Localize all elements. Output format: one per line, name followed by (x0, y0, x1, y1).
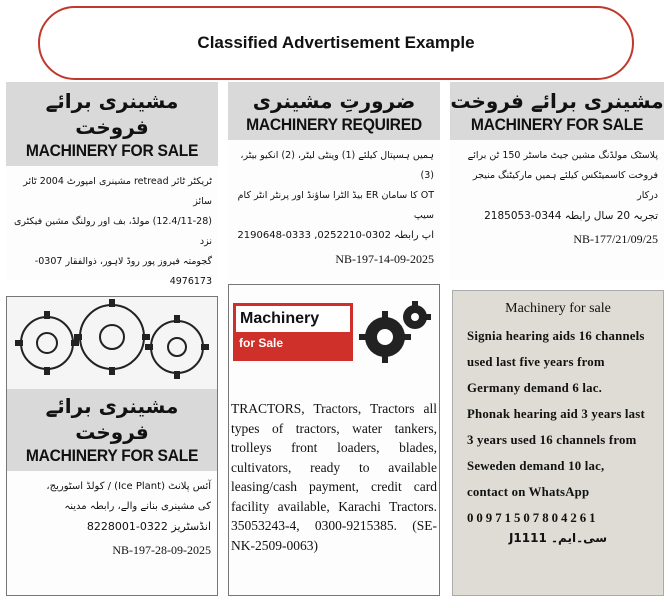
ad-header (6, 82, 218, 166)
machinery-label (233, 303, 353, 361)
machinery-label-line2: for Sale (239, 336, 284, 350)
ad-title-urdu: مشینری برائے فروخت (45, 394, 179, 444)
ad-body: TRACTORS, Tractors, Tractors all types of tractors, water tankers, trolleys front loaders, blades, cultivators, ready to available leasing/cash payment, credit card facility available, Karachi Tractors. 35053243-4, 0300-9215385. (SE-NK-2509-0063) (231, 401, 437, 553)
ad-line: contact on WhatsApp (467, 485, 590, 499)
ad-header (7, 389, 217, 471)
ad-title-urdu: مشینری برائے فروخت (45, 89, 179, 139)
ad-machinery-required (228, 82, 440, 280)
gear-icon (355, 295, 435, 375)
ad-line: اپ رابطہ 0302-0252210, 0333-2190648 (237, 230, 434, 241)
ad-line: Seweden demand 10 lac, (467, 459, 605, 473)
ad-title-urdu: ضرورتِ مشینری (252, 89, 416, 113)
ad-title-english: MACHINERY REQUIRED (246, 115, 422, 134)
machinery-label-line1: Machinery (236, 306, 350, 332)
ad-line: ہمیں ہسپتال کیلئے (1) وینٹی لیٹر، (2) انکیو بیٹر، (3) (240, 150, 434, 181)
gears-illustration (7, 297, 217, 389)
ad-line: used last five years from (467, 355, 605, 369)
ad-line: تجربہ 20 سال رابطہ 0344-2185053 (484, 210, 658, 222)
ad-footer: سی۔ایم۔ J1111 (508, 531, 608, 545)
ad-machinery-for-sale-gears (6, 296, 218, 596)
ad-line: 3 years used 16 channels from (467, 433, 637, 447)
ad-line: Signia hearing aids 16 channels (467, 329, 645, 343)
ad-line: 00971507804261 (467, 511, 599, 525)
ad-header (450, 82, 664, 140)
ad-body (453, 317, 663, 531)
ad-line: Phonak hearing aid 3 years last (467, 407, 645, 421)
ad-header (228, 82, 440, 140)
ad-title-english: MACHINERY FOR SALE (25, 141, 199, 160)
page-title-banner (38, 6, 634, 80)
ad-line: ٹریکٹر ٹائر retread مشینری امپورٹ 2004 ٹائر سائز (23, 176, 212, 207)
ad-reference: NB-197-28-09-2025 (112, 543, 211, 557)
ad5-header (229, 285, 439, 385)
page-title: Classified Advertisement Example (197, 33, 475, 52)
ad-tractors (228, 284, 440, 596)
ad-machinery-for-sale-1 (6, 82, 218, 287)
ad-hearing-aids (452, 290, 664, 596)
ad-title-english: MACHINERY FOR SALE (470, 115, 644, 134)
ad-line: گجومتہ فیروز پور روڈ لاہور، ذوالفقار 0307-4976173 (34, 256, 212, 287)
ad-title-english: MACHINERY FOR SALE (25, 446, 199, 465)
ad-line: آئس پلانٹ (Ice Plant) / کولڈ اسٹوریج، (46, 481, 211, 492)
ad-title-urdu: مشینری برائے فروخت (450, 89, 664, 113)
ad-line: OT کا سامان ER بیڈ الٹرا ساؤنڈ اور پرنٹر انٹر کام سیپ (237, 190, 434, 221)
ad-reference: NB-197-14-09-2025 (335, 252, 434, 266)
ad-reference: NB-177/21/09/25 (573, 232, 658, 246)
ad-line: انڈسٹریز 0322-8228001 (86, 520, 211, 533)
ad-title: Machinery for sale (505, 301, 611, 316)
ad-line: کی مشینری بنانے والے، رابطہ مدینہ (64, 501, 211, 512)
ad-line: فروخت کاسمیٹکس کیلئے ہمیں مارکیٹنگ منیجر درکار (472, 170, 658, 201)
ad-line: پلاسٹک مولڈنگ مشین جیٹ ماسٹر 150 ٹن برائے (467, 150, 658, 161)
ad-line: (12.4/11-28) مولڈ، بف اور رولنگ مشین فیکٹری نزد (13, 216, 212, 247)
ad-machinery-for-sale-2 (450, 82, 664, 280)
ad-line: Germany demand 6 lac. (467, 381, 603, 395)
